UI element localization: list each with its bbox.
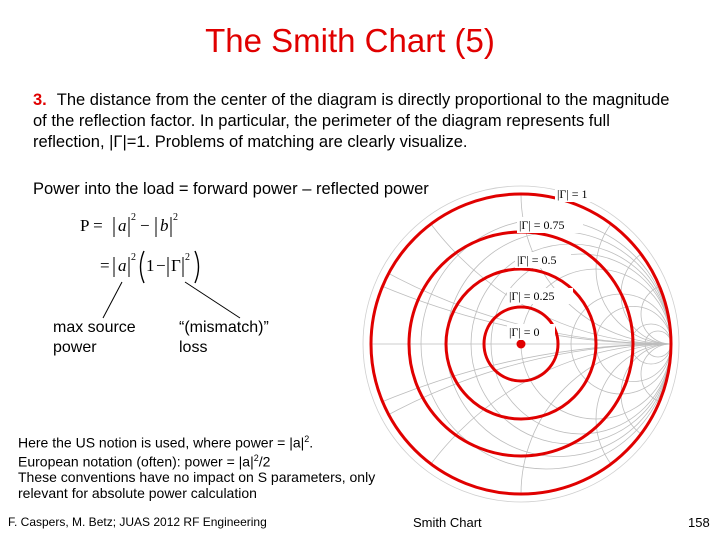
power-definition: Power into the load = forward power – reflected power — [33, 180, 429, 198]
formula-minus2: − — [156, 256, 166, 275]
formula-sq2: 2 — [173, 212, 178, 223]
note-line-4: relevant for absolute power calculation — [18, 484, 257, 501]
label-gamma-025: |Γ| = 0.25 — [509, 289, 555, 303]
label-max-source-power — [53, 318, 136, 358]
formula-sq3: 2 — [131, 252, 136, 263]
footer-page-number: 158 — [688, 515, 710, 530]
footer-topic: Smith Chart — [413, 515, 482, 530]
formula-eq2: = — [100, 256, 110, 275]
formula-one: 1 — [146, 256, 155, 275]
note-line-1: Here the US notion is used, where power = $|a|^2$. — [18, 434, 314, 451]
label-loss-line2: loss — [179, 339, 208, 356]
formula-a: a — [118, 216, 127, 235]
label-mismatch-loss — [179, 318, 269, 358]
point-body: The distance from the center of the diagram is directly proportional to the magnitude of the reflection factor. In particular, the perimeter of the diagram represents full reflection, |Γ|=1. Problems of matching are clearly visualize. — [33, 91, 670, 151]
point-number: 3. — [33, 91, 47, 109]
power-formula — [80, 207, 210, 287]
label-max-line1: max source — [53, 319, 136, 336]
formula-sq1: 2 — [131, 212, 136, 223]
label-gamma-05: |Γ| = 0.5 — [517, 253, 557, 267]
notation-notes — [18, 432, 375, 501]
label-gamma-1: |Γ| = 1 — [557, 187, 588, 201]
formula-b: b — [160, 216, 169, 235]
label-gamma-0: |Γ| = 0 — [509, 325, 540, 339]
formula-gamma: Γ — [171, 256, 181, 275]
label-loss-line1: “(mismatch)” — [179, 319, 269, 336]
formula-minus1: − — [140, 216, 150, 235]
point-3-text — [33, 90, 673, 153]
formula-sq4: 2 — [185, 252, 190, 263]
formula-a2: a — [118, 256, 127, 275]
label-max-line2: power — [53, 339, 97, 356]
note-line-3: These conventions have no impact on S parameters, only — [18, 469, 376, 486]
footer-authors: F. Caspers, M. Betz; JUAS 2012 RF Engineering — [8, 515, 267, 529]
formula-lhs: P = — [80, 216, 103, 235]
slide-title: The Smith Chart (5) — [205, 22, 495, 59]
label-gamma-075: |Γ| = 0.75 — [519, 218, 565, 232]
note-line-2: European notation (often): power = $|a|^2/2$ — [18, 453, 271, 470]
gamma-center-dot — [517, 340, 526, 349]
smith-chart — [355, 172, 685, 517]
